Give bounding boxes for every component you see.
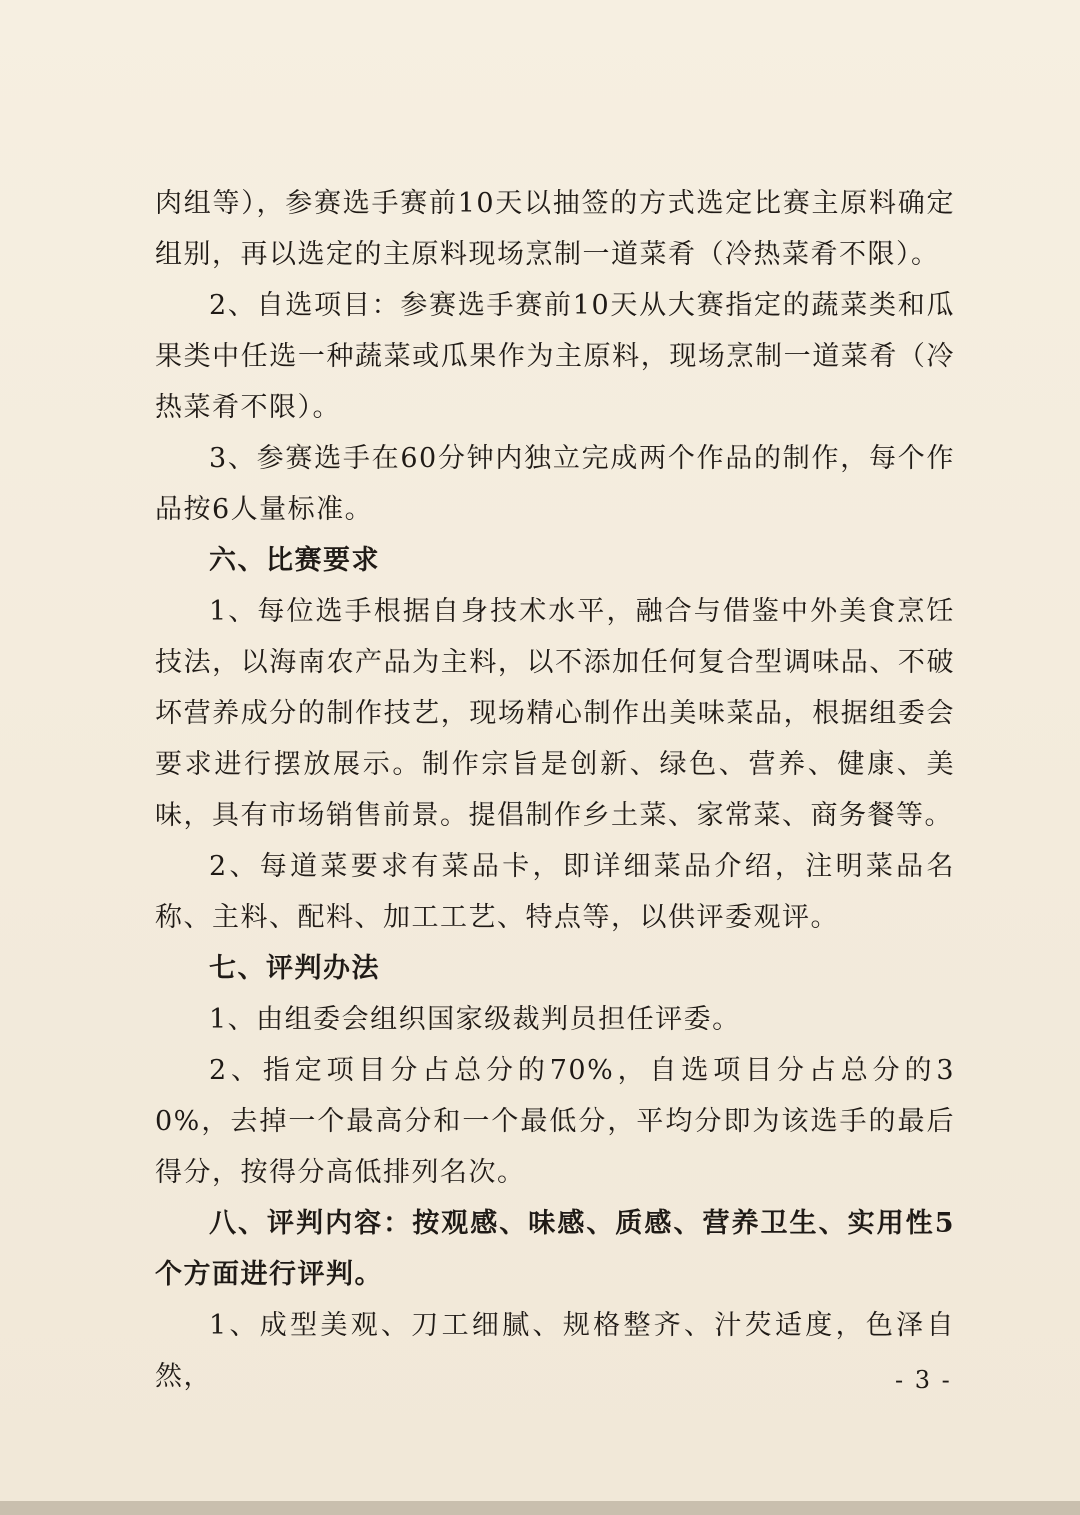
paragraph-designated-item-continued: 肉组等），参赛选手赛前10天以抽签的方式选定比赛主原料确定组别，再以选定的主原料现场烹制一道菜肴（冷热菜肴不限）。 [155, 188, 955, 270]
paragraph-time-limit: 3、参赛选手在60分钟内独立完成两个作品的制作，每个作品按6人量标准。 [155, 443, 955, 525]
section-heading-judging-content: 八、评判内容：按观感、味感、质感、营养卫生、实用性5个方面进行评判。 [155, 1208, 955, 1290]
paragraph-judging-2: 2、指定项目分占总分的70%，自选项目分占总分的30%，去掉一个最高分和一个最低分，平均分即为该选手的最后得分，按得分高低排列名次。 [155, 1055, 955, 1188]
page-number: - 3 - [895, 1366, 952, 1394]
section-heading-judging-method: 七、评判办法 [209, 953, 380, 984]
paragraph-requirement-2: 2、每道菜要求有菜品卡，即详细菜品介绍，注明菜品名称、主料、配料、加工工艺、特点等，以供评委观评。 [155, 851, 955, 933]
section-heading-competition-requirements: 六、比赛要求 [209, 545, 380, 576]
document-body [155, 178, 955, 1402]
paragraph-judging-1: 1、由组委会组织国家级裁判员担任评委。 [209, 1004, 741, 1035]
paragraph-optional-item: 2、自选项目：参赛选手赛前10天从大赛指定的蔬菜类和瓜果类中任选一种蔬菜或瓜果作为主原料，现场烹制一道菜肴（冷热菜肴不限）。 [155, 290, 955, 423]
paragraph-requirement-1: 1、每位选手根据自身技术水平，融合与借鉴中外美食烹饪技法，以海南农产品为主料，以不添加任何复合型调味品、不破坏营养成分的制作技艺，现场精心制作出美味菜品，根据组委会要求进行摆放展示。制作宗旨是创新、绿色、营养、健康、美味，具有市场销售前景。提倡制作乡土菜、家常菜、商务餐等。 [155, 596, 955, 831]
paragraph-judging-content-1: 1、成型美观、刀工细腻、规格整齐、汁芡适度，色泽自然， [155, 1310, 955, 1392]
